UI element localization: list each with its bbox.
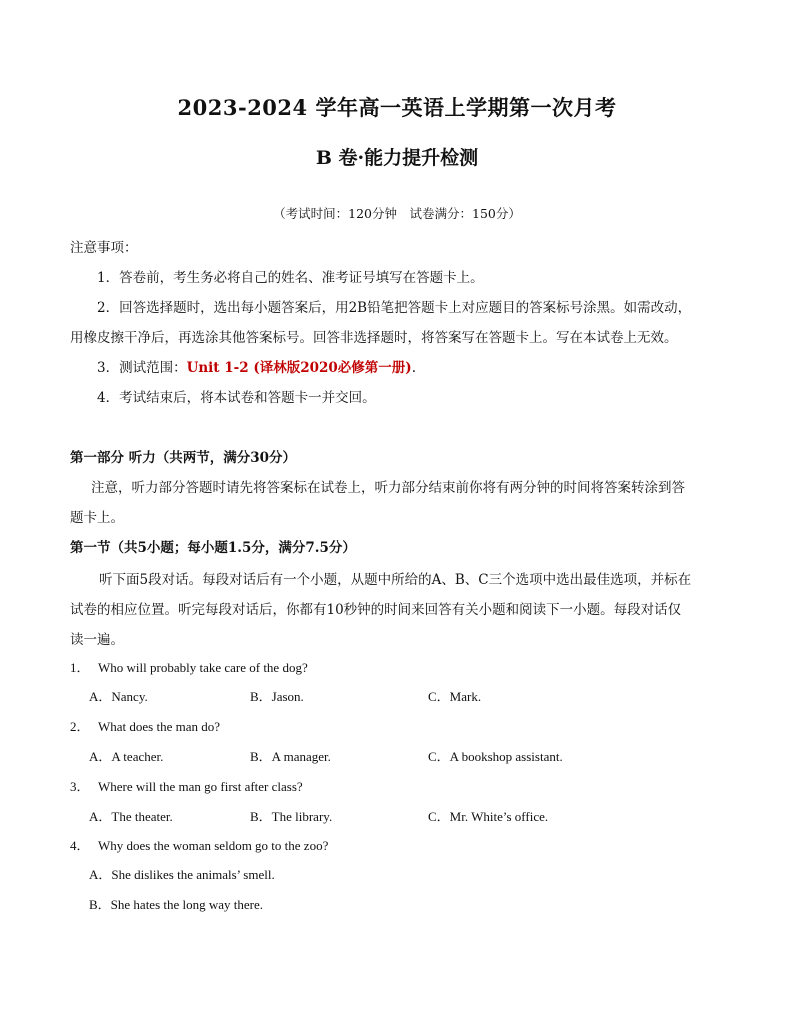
test-range: Unit 1-2 (译林版2020必修第一册) xyxy=(186,360,412,376)
notice-item-3 xyxy=(97,356,416,376)
question-1-option-a: A．Nancy. xyxy=(89,689,148,704)
part1-note-line-2: 题卡上。 xyxy=(70,510,124,526)
question-3-option-b: B．The library. xyxy=(250,809,333,824)
exam-info: （考试时间：120分钟 试卷满分：150分） xyxy=(273,206,521,221)
question-2-option-b: B．A manager. xyxy=(250,749,331,764)
question-2-option-a: A．A teacher. xyxy=(89,749,164,764)
question-number: 4． xyxy=(70,838,90,853)
directions-line-1: 听下面5段对话。每段对话后有一个小题，从题中所给的A、B、C三个选项中选出最佳选项，并标在 xyxy=(99,572,692,588)
question-4 xyxy=(70,835,328,854)
directions-line-3: 读一遍。 xyxy=(70,632,124,648)
notice-item-4: 4．考试结束后，将本试卷和答题卡一并交回。 xyxy=(97,390,376,406)
question-3-option-a: A．The theater. xyxy=(89,809,173,824)
question-1 xyxy=(70,657,308,676)
notice-item-3-suffix: . xyxy=(411,360,416,376)
question-text: Why does the woman seldom go to the zoo? xyxy=(98,838,329,853)
question-2 xyxy=(70,716,220,735)
question-4-option-b: B．She hates the long way there. xyxy=(89,897,264,912)
question-2-option-c: C．A bookshop assistant. xyxy=(428,749,563,764)
question-3-option-c: C．Mr. White’s office. xyxy=(428,809,549,824)
exam-subtitle: B 卷·能力提升检测 xyxy=(315,147,479,169)
notice-item-2-line-1: 2．回答选择题时，选出每小题答案后，用2B铅笔把答题卡上对应题目的答案标号涂黑。如需改动， xyxy=(97,300,692,316)
question-1-option-b: B．Jason. xyxy=(250,689,304,704)
question-1-option-c: C．Mark. xyxy=(428,689,482,704)
directions-line-2: 试卷的相应位置。听完每段对话后，你都有10秒钟的时间来回答有关小题和阅读下一小题。每段对话仅 xyxy=(70,602,682,618)
question-text: Where will the man go first after class? xyxy=(98,779,303,794)
question-text: Who will probably take care of the dog? xyxy=(98,660,308,675)
part1-heading: 第一部分 听力（共两节，满分30分） xyxy=(70,450,296,466)
question-number: 3． xyxy=(70,779,90,794)
question-4-option-a: A．She dislikes the animals’ smell. xyxy=(89,867,275,882)
notice-item-2-line-2: 用橡皮擦干净后，再选涂其他答案标号。回答非选择题时，将答案写在答题卡上。写在本试卷上无效。 xyxy=(70,330,678,346)
exam-title: 2023-2024 学年高一英语上学期第一次月考 xyxy=(177,95,617,120)
part1-note-line-1: 注意，听力部分答题时请先将答案标在试卷上，听力部分结束前你将有两分钟的时间将答案转涂到答 xyxy=(91,480,685,496)
notice-item-1: 1．答卷前，考生务必将自己的姓名、准考证号填写在答题卡上。 xyxy=(97,270,484,286)
section1-heading: 第一节（共5小题；每小题1.5分，满分7.5分） xyxy=(70,540,356,556)
notice-heading: 注意事项： xyxy=(70,240,138,256)
question-number: 2． xyxy=(70,719,90,734)
question-number: 1． xyxy=(70,660,90,675)
question-text: What does the man do? xyxy=(98,719,221,734)
question-3 xyxy=(70,776,303,795)
notice-item-3-prefix: 3．测试范围： xyxy=(97,360,187,376)
